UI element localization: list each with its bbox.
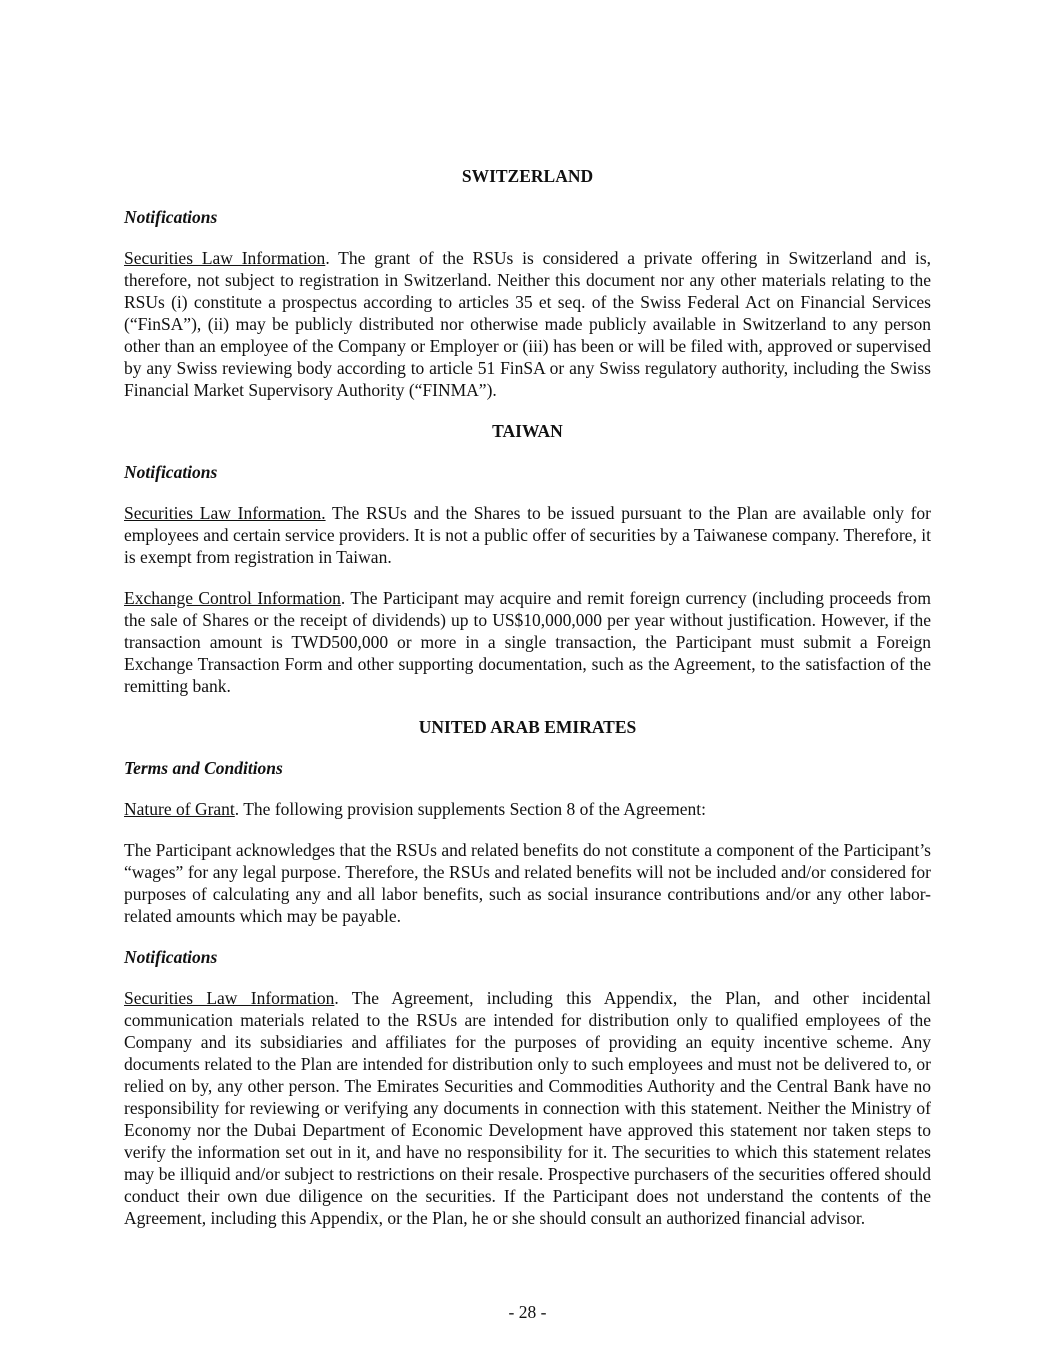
section-heading-uae: UNITED ARAB EMIRATES — [418, 717, 637, 737]
paragraph-title: Securities Law Information — [124, 248, 326, 268]
paragraph-text: . The following provision supplements Section 8 of the Agreement: — [234, 799, 706, 819]
subheading-terms-and-conditions: Terms and Conditions — [124, 758, 283, 778]
paragraph-text: . The Participant may acquire and remit foreign currency (including proceeds from the sale of Shares or the receipt of dividends) up to US$10,000,000 per year without justification. However, if the transaction amount is TWD500,000 or more in a single transaction, the Participant must submit a Foreign Exchange Transaction Form and other supporting documentation, such as the Agreement, to the satisfaction of the remitting bank. — [124, 588, 931, 696]
paragraph-text: The RSUs and the Shares to be issued pursuant to the Plan are available only for employees and certain service providers. It is not a public offer of securities by a Taiwanese company. Therefore, it is exempt from registration in Taiwan. — [124, 503, 931, 567]
subheading-notifications: Notifications — [124, 207, 218, 227]
section-heading-switzerland: SWITZERLAND — [461, 166, 594, 186]
document-page — [124, 165, 931, 1248]
paragraph-securities-law-switzerland — [124, 247, 931, 401]
paragraph-exchange-control-taiwan — [124, 587, 931, 697]
subheading-notifications: Notifications — [124, 947, 218, 967]
paragraph-title: Exchange Control Information — [124, 588, 341, 608]
page-number: - 28 - — [508, 1302, 547, 1322]
paragraph-nature-of-grant-uae — [124, 798, 931, 820]
paragraph-title: Securities Law Information. — [124, 503, 326, 523]
paragraph-text: . The Agreement, including this Appendix, the Plan, and other incidental communication materials related to the RSUs are intended for distribution only to qualified employees of the Company and its subsidiaries and affiliates for the purposes of providing an equity incentive scheme. Any documents related to the Plan are intended for distribution only to such employees and must not be delivered to, or relied on by, any other person. The Emirates Securities and Commodities Authority and the Central Bank have no responsibility for reviewing or verifying any documents in connection with this statement. Neither the Ministry of Economy nor the Dubai Department of Economic Development have approved this statement nor taken steps to verify the information set out in it, and have no responsibility for it. The securities to which this statement relates may be illiquid and/or subject to restrictions on their resale. Prospective purchasers of the securities offered should conduct their own due diligence on the securities. If the Participant does not understand the contents of the Agreement, including this Appendix, or the Plan, he or she should consult an authorized financial advisor. — [124, 988, 931, 1228]
paragraph-text: . The grant of the RSUs is considered a private offering in Switzerland and is, therefore, not subject to registration in Switzerland. Neither this document nor any other materials relating to the RSUs (i) constitute a prospectus according to articles 35 et seq. of the Swiss Federal Act on Financial Services (“FinSA”), (ii) may be publicly distributed nor otherwise made publicly available in Switzerland to any person other than an employee of the Company or Employer or (iii) has been or will be filed with, approved or supervised by any Swiss reviewing body according to article 51 FinSA or any Swiss regulatory authority, including the Swiss Financial Market Supervisory Authority (“FINMA”). — [124, 248, 931, 400]
section-heading-taiwan: TAIWAN — [492, 421, 563, 441]
subheading-notifications: Notifications — [124, 462, 218, 482]
paragraph-securities-law-uae — [124, 987, 931, 1229]
paragraph-title: Nature of Grant — [124, 799, 235, 819]
paragraph-title: Securities Law Information — [124, 988, 335, 1008]
paragraph-securities-law-taiwan — [124, 502, 931, 568]
paragraph-participant-acknowledges-uae: The Participant acknowledges that the RSUs and related benefits do not constitute a component of the Participant’s “wages” for any legal purpose. Therefore, the RSUs and related benefits will not be included and/or considered for purposes of calculating any and all labor benefits, such as social insurance contributions and/or any other labor-related amounts which may be payable. — [124, 840, 931, 926]
